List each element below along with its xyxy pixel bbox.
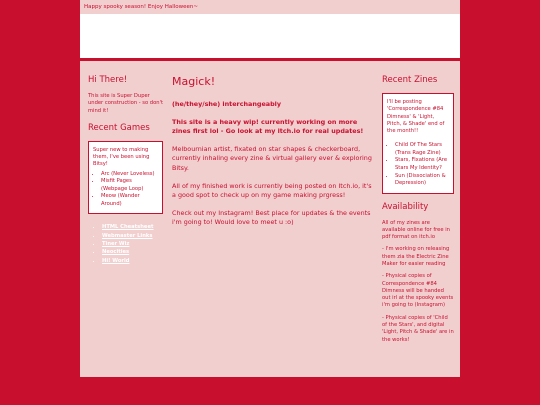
availability-text-1: All of my zines are available online for free in pdf format on itch.io — [382, 219, 450, 241]
zines-list — [387, 142, 449, 187]
itch-paragraph: All of my finished work is currently being posted on Itch.io, it's a good spot to check up on my game making prgress! — [172, 181, 372, 200]
list-item[interactable]: • Arc (Never Loveless) — [101, 171, 158, 179]
main-column — [172, 75, 372, 236]
link-tiner-wiz[interactable]: • Tiner Wiz — [102, 240, 163, 248]
top-banner — [80, 0, 460, 15]
content-area — [80, 61, 460, 377]
availability-title: Availability — [382, 201, 429, 212]
header-box — [80, 14, 460, 58]
list-item[interactable]: • Stars, Fixations (Are Stars My Identity? — [395, 157, 449, 172]
hi-text: This site is Super Duper under construction - so don't mind it! — [88, 93, 164, 114]
recent-zines-title: Recent Zines — [382, 75, 438, 85]
list-item[interactable]: • Misfit Pages (Webpage Loop) — [101, 178, 158, 193]
recent-zines-box — [382, 93, 454, 194]
instagram-paragraph: Check out my Instagram! Best place for updates & the events i'm going to! Would love to meet u :o) — [172, 208, 371, 227]
recent-games-title: Recent Games — [88, 122, 150, 133]
footer-band — [80, 377, 460, 405]
link-neocities[interactable]: • Neocities — [102, 248, 163, 256]
right-sidebar — [382, 75, 454, 344]
banner-text: Happy spooky season! Enjoy Halloween~ — [84, 4, 199, 10]
list-item[interactable]: • Sun (Dissociation & Depression) — [395, 173, 449, 188]
availability-text-4: - Physical copies of 'Child of the Stars', and digital 'Light, Pitch & Shade' are in the works! — [382, 314, 454, 343]
bio-paragraph: Melbournian artist, fixated on star shapes & checkerboard, currently inhaling every zine & virtual gallery ever & exploring Bitsy. — [172, 144, 372, 173]
wip-notice: This site is a heavy wip! currently working on more zines first lol - Go look at my itch.io for real updates! — [172, 117, 364, 136]
link-webmaster-links[interactable]: • Webmaster Links — [102, 232, 163, 240]
games-list — [93, 171, 158, 209]
availability-text-2: - I'm working on releasing them zia the Electric Zine Maker for easier reading — [382, 246, 450, 267]
list-item[interactable]: • Meow (Wander Around) — [101, 193, 158, 208]
list-item[interactable]: • Child Of The Stars (Trans Rage Zine) — [395, 142, 449, 157]
link-hi-world[interactable]: • Hi! World — [102, 257, 163, 265]
pronouns: (he/they/she) interchangeably — [172, 100, 282, 108]
left-sidebar — [88, 75, 163, 265]
recent-games-box — [88, 141, 163, 215]
games-intro: Super new to making them, I've been using Bitsy! — [93, 146, 150, 168]
page-title: Magick! — [172, 75, 216, 88]
hi-title: Hi There! — [88, 75, 128, 85]
link-html-cheatsheet[interactable]: • HTML Cheatsheet — [102, 223, 163, 231]
zines-intro: I'll be posting 'Correspondence #84 Dimness' & 'Light, Pitch, & Shade' end of the month!! — [387, 99, 445, 135]
availability-text-3: - Physical copies of Correspondence #84 Dimness will be handed out irl at the spooky events i'm going to (Instagram) — [382, 273, 454, 309]
links-list — [88, 223, 163, 265]
